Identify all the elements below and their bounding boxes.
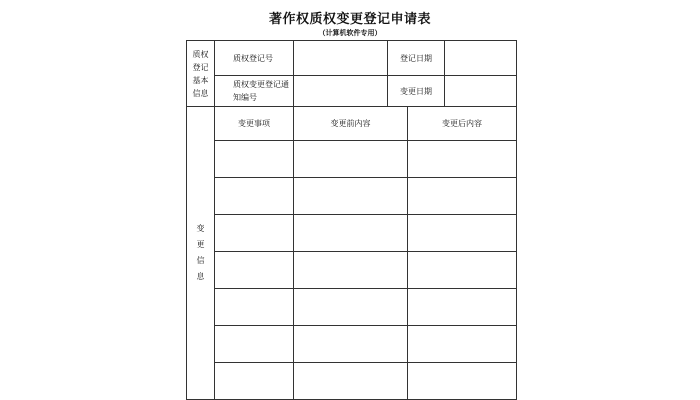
document-subtitle: （计算机软件专用） bbox=[318, 29, 382, 37]
registration-number-field[interactable] bbox=[294, 41, 388, 76]
table-row bbox=[187, 363, 517, 400]
table-row bbox=[187, 326, 517, 363]
before-content-cell[interactable] bbox=[294, 178, 408, 215]
change-item-cell[interactable] bbox=[215, 215, 294, 252]
change-item-cell[interactable] bbox=[215, 326, 294, 363]
change-info-section-text: 变更信息 bbox=[196, 224, 205, 281]
basic-info-section-label bbox=[187, 41, 215, 107]
column-header-before-content: 变更前内容 bbox=[294, 107, 408, 141]
basic-info-row-2 bbox=[187, 76, 517, 107]
table-row bbox=[187, 215, 517, 252]
table-row bbox=[187, 178, 517, 215]
after-content-cell[interactable] bbox=[408, 141, 517, 178]
table-row bbox=[187, 141, 517, 178]
change-notice-field[interactable] bbox=[294, 76, 388, 107]
after-content-cell[interactable] bbox=[408, 326, 517, 363]
basic-info-section-text: 质权登记基本信息 bbox=[192, 49, 209, 98]
change-date-field[interactable] bbox=[445, 76, 517, 107]
basic-info-row-1 bbox=[187, 41, 517, 76]
change-item-cell[interactable] bbox=[215, 178, 294, 215]
before-content-cell[interactable] bbox=[294, 289, 408, 326]
registration-date-field[interactable] bbox=[445, 41, 517, 76]
before-content-cell[interactable] bbox=[294, 141, 408, 178]
after-content-cell[interactable] bbox=[408, 252, 517, 289]
before-content-cell[interactable] bbox=[294, 252, 408, 289]
column-header-change-item: 变更事项 bbox=[215, 107, 294, 141]
change-item-cell[interactable] bbox=[215, 289, 294, 326]
application-form-table bbox=[186, 40, 517, 400]
change-date-label: 变更日期 bbox=[388, 76, 445, 107]
change-notice-label: 质权变更登记通知编号 bbox=[215, 76, 294, 107]
change-item-cell[interactable] bbox=[215, 363, 294, 400]
registration-date-label: 登记日期 bbox=[388, 41, 445, 76]
after-content-cell[interactable] bbox=[408, 289, 517, 326]
before-content-cell[interactable] bbox=[294, 363, 408, 400]
change-item-cell[interactable] bbox=[215, 141, 294, 178]
after-content-cell[interactable] bbox=[408, 363, 517, 400]
before-content-cell[interactable] bbox=[294, 326, 408, 363]
registration-number-label: 质权登记号 bbox=[215, 41, 294, 76]
after-content-cell[interactable] bbox=[408, 178, 517, 215]
table-row bbox=[187, 289, 517, 326]
before-content-cell[interactable] bbox=[294, 215, 408, 252]
table-row bbox=[187, 252, 517, 289]
change-item-cell[interactable] bbox=[215, 252, 294, 289]
change-info-header-row bbox=[187, 107, 517, 141]
document-title: 著作权质权变更登记申请表 bbox=[268, 12, 431, 27]
change-info-section-label bbox=[187, 107, 215, 400]
after-content-cell[interactable] bbox=[408, 215, 517, 252]
column-header-after-content: 变更后内容 bbox=[408, 107, 517, 141]
